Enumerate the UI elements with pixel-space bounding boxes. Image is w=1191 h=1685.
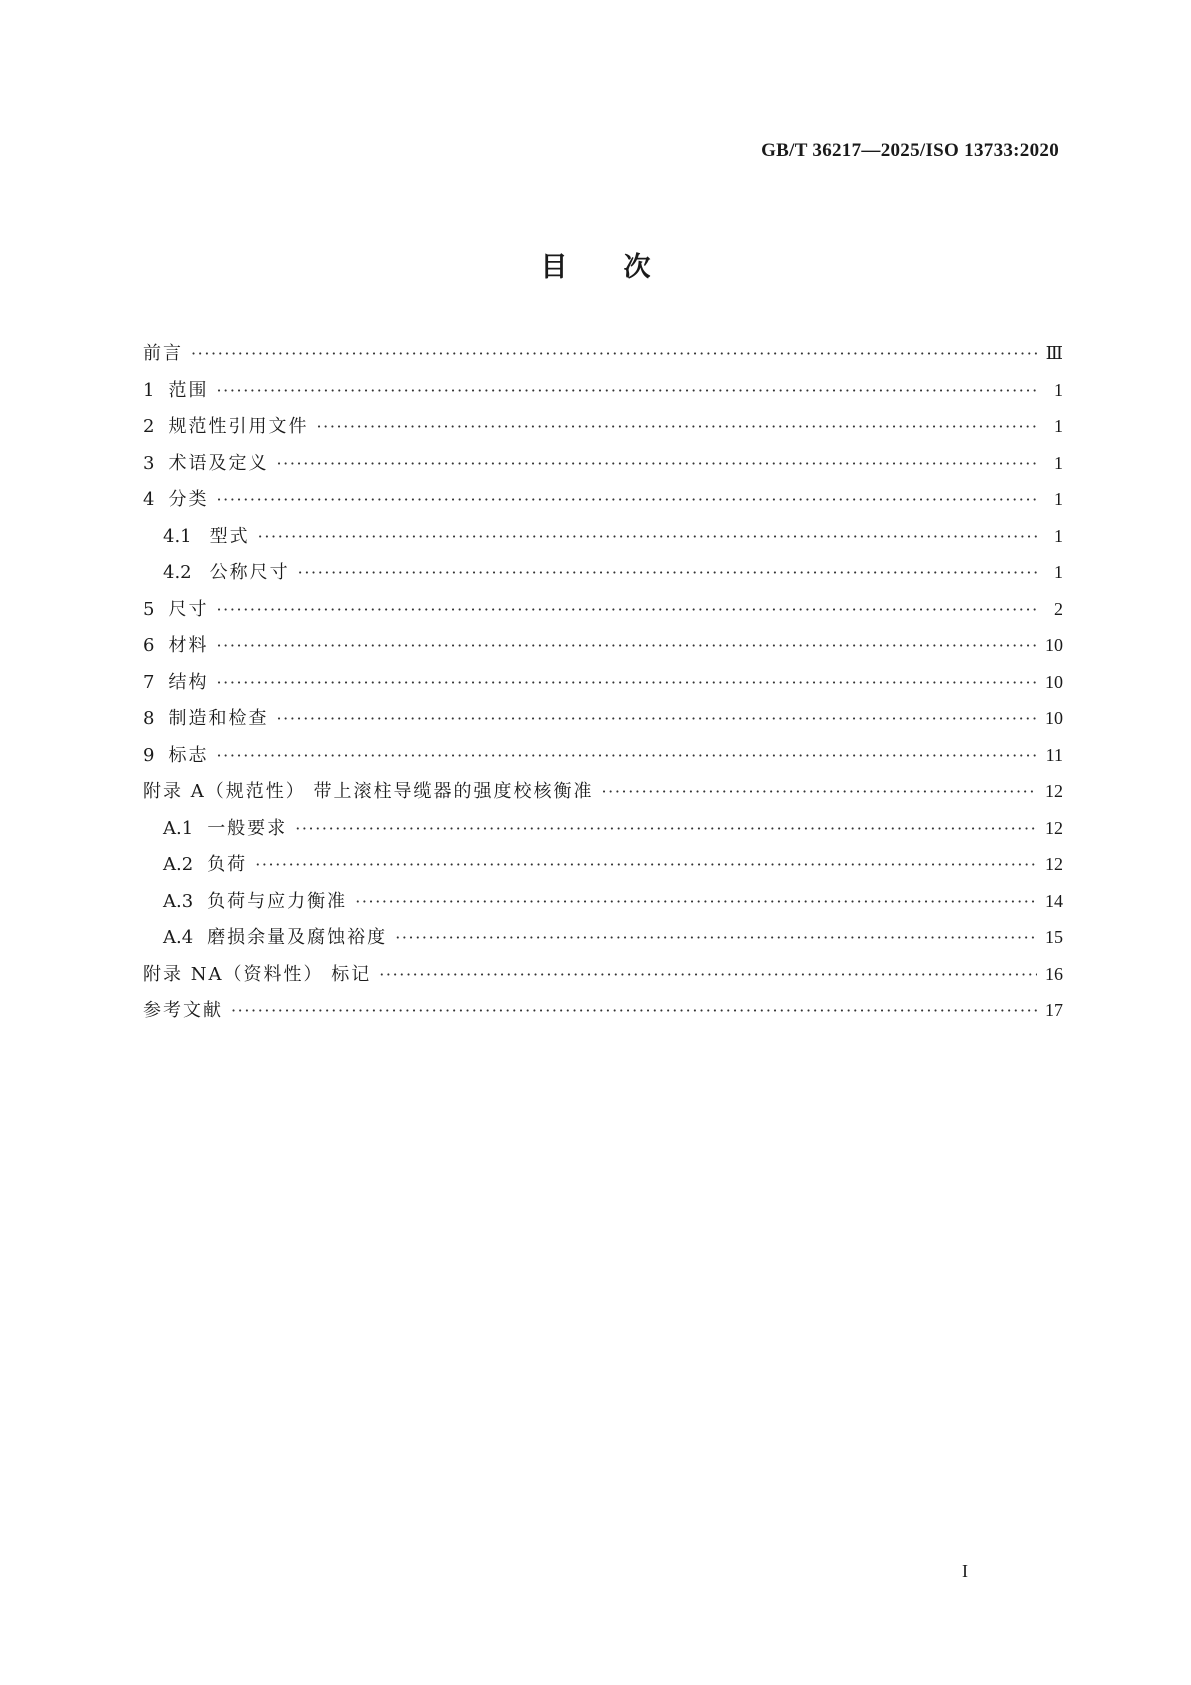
toc-entry-page: 14 bbox=[1045, 890, 1063, 911]
dot-leader bbox=[276, 709, 1037, 728]
toc-entry-title: 尺寸 bbox=[168, 598, 209, 620]
toc-entry-5[interactable] bbox=[143, 595, 1063, 632]
toc-entry-page: 1 bbox=[1054, 452, 1063, 473]
toc-entry-a-3[interactable] bbox=[143, 887, 1063, 924]
dot-leader bbox=[216, 636, 1037, 655]
toc-entry-title: 范围 bbox=[168, 379, 209, 401]
toc-entry-page: 10 bbox=[1045, 708, 1063, 728]
toc-entry-number: 4.1 bbox=[163, 525, 192, 547]
dot-leader bbox=[231, 1001, 1037, 1020]
toc-entry-number: A.3 bbox=[163, 890, 194, 912]
toc-entry-title: 标志 bbox=[168, 744, 209, 766]
toc-entry-2[interactable] bbox=[143, 412, 1063, 449]
dot-leader bbox=[355, 892, 1037, 911]
toc-entry-annex-na[interactable] bbox=[143, 960, 1063, 997]
dot-leader bbox=[276, 454, 1037, 473]
standard-code: GB/T 36217—2025/ISO 13733:2020 bbox=[761, 140, 1059, 161]
dot-leader bbox=[216, 381, 1037, 400]
toc-entry-number: 5 bbox=[143, 598, 155, 620]
toc-entry-a-1[interactable] bbox=[143, 814, 1063, 851]
toc-entry-page: 10 bbox=[1045, 671, 1063, 692]
toc-entry-page: 17 bbox=[1045, 1000, 1063, 1020]
toc-entry-title: 附录 A（规范性） 带上滚柱导缆器的强度校核衡准 bbox=[143, 781, 594, 802]
toc-entry-number: 9 bbox=[143, 744, 155, 766]
toc-entry-title: 负荷与应力衡准 bbox=[207, 890, 348, 912]
toc-entry-title: 结构 bbox=[168, 671, 209, 693]
toc-entry-bibliography[interactable] bbox=[143, 996, 1063, 1033]
toc-entry-6[interactable] bbox=[143, 631, 1063, 668]
toc-entry-3[interactable] bbox=[143, 449, 1063, 486]
dot-leader bbox=[379, 965, 1037, 984]
toc-entry-page: Ⅲ bbox=[1045, 343, 1063, 363]
toc-entry-number: 2 bbox=[143, 416, 155, 437]
toc-entry-number: 3 bbox=[143, 452, 155, 474]
toc-entry-page: 1 bbox=[1054, 489, 1063, 509]
toc-entry-number: 6 bbox=[143, 635, 155, 656]
toc-entry-number: 7 bbox=[143, 671, 155, 693]
dot-leader bbox=[295, 819, 1037, 838]
toc-entry-title: 公称尺寸 bbox=[209, 562, 290, 583]
toc-entry-a-2[interactable] bbox=[143, 850, 1063, 887]
toc-entry-7[interactable] bbox=[143, 668, 1063, 705]
toc-entry-page: 2 bbox=[1054, 598, 1063, 619]
toc-entry-page: 12 bbox=[1045, 781, 1063, 801]
dot-leader bbox=[255, 855, 1037, 874]
toc-entry-page: 11 bbox=[1045, 744, 1063, 765]
toc-entry-page: 1 bbox=[1054, 562, 1063, 582]
toc-entry-title: 制造和检查 bbox=[168, 708, 269, 729]
dot-leader bbox=[216, 746, 1037, 765]
toc-entry-1[interactable] bbox=[143, 376, 1063, 413]
dot-leader bbox=[395, 928, 1037, 947]
toc-entry-title: 前言 bbox=[143, 343, 183, 364]
dot-leader bbox=[316, 417, 1037, 436]
toc-entry-title: 规范性引用文件 bbox=[168, 416, 309, 437]
toc-entry-title: 型式 bbox=[209, 525, 250, 547]
toc-entry-number: A.4 bbox=[163, 927, 194, 948]
toc-entry-9[interactable] bbox=[143, 741, 1063, 778]
dot-leader bbox=[601, 782, 1037, 801]
toc-entry-title: 负荷 bbox=[207, 854, 248, 875]
dot-leader bbox=[191, 344, 1037, 363]
toc-entry-number: A.2 bbox=[163, 854, 194, 875]
toc-entry-page: 10 bbox=[1045, 635, 1063, 655]
toc-entry-title: 参考文献 bbox=[143, 1000, 223, 1021]
toc-entry-title: 分类 bbox=[168, 489, 209, 510]
table-of-contents bbox=[143, 339, 1063, 1033]
dot-leader bbox=[216, 490, 1037, 509]
dot-leader bbox=[216, 673, 1037, 692]
toc-entry-page: 16 bbox=[1045, 963, 1063, 984]
toc-entry-number: 1 bbox=[143, 379, 155, 401]
toc-entry-number: 4.2 bbox=[163, 562, 192, 583]
toc-entry-foreword[interactable] bbox=[143, 339, 1063, 376]
toc-entry-page: 1 bbox=[1054, 416, 1063, 436]
toc-entry-title: 附录 NA（资料性） 标记 bbox=[143, 963, 372, 985]
toc-entry-page: 1 bbox=[1054, 525, 1063, 546]
toc-entry-4-2[interactable] bbox=[143, 558, 1063, 595]
toc-entry-4[interactable] bbox=[143, 485, 1063, 522]
toc-entry-4-1[interactable] bbox=[143, 522, 1063, 559]
toc-title: 目次 bbox=[540, 252, 707, 283]
dot-leader bbox=[298, 563, 1037, 582]
page-number: I bbox=[962, 1561, 968, 1581]
dot-leader bbox=[258, 527, 1037, 546]
toc-entry-number: A.1 bbox=[163, 817, 194, 839]
toc-entry-page: 12 bbox=[1045, 854, 1063, 874]
toc-entry-8[interactable] bbox=[143, 704, 1063, 741]
toc-entry-title: 材料 bbox=[168, 635, 209, 656]
toc-entry-annex-a[interactable] bbox=[143, 777, 1063, 814]
toc-entry-title: 磨损余量及腐蚀裕度 bbox=[207, 927, 388, 948]
toc-entry-page: 1 bbox=[1054, 379, 1063, 400]
toc-entry-number: 4 bbox=[143, 489, 155, 510]
toc-entry-page: 15 bbox=[1045, 927, 1063, 947]
dot-leader bbox=[216, 600, 1037, 619]
toc-entry-a-4[interactable] bbox=[143, 923, 1063, 960]
toc-entry-number: 8 bbox=[143, 708, 155, 729]
toc-entry-title: 术语及定义 bbox=[168, 452, 269, 474]
toc-entry-page: 12 bbox=[1045, 817, 1063, 838]
toc-entry-title: 一般要求 bbox=[207, 817, 288, 839]
